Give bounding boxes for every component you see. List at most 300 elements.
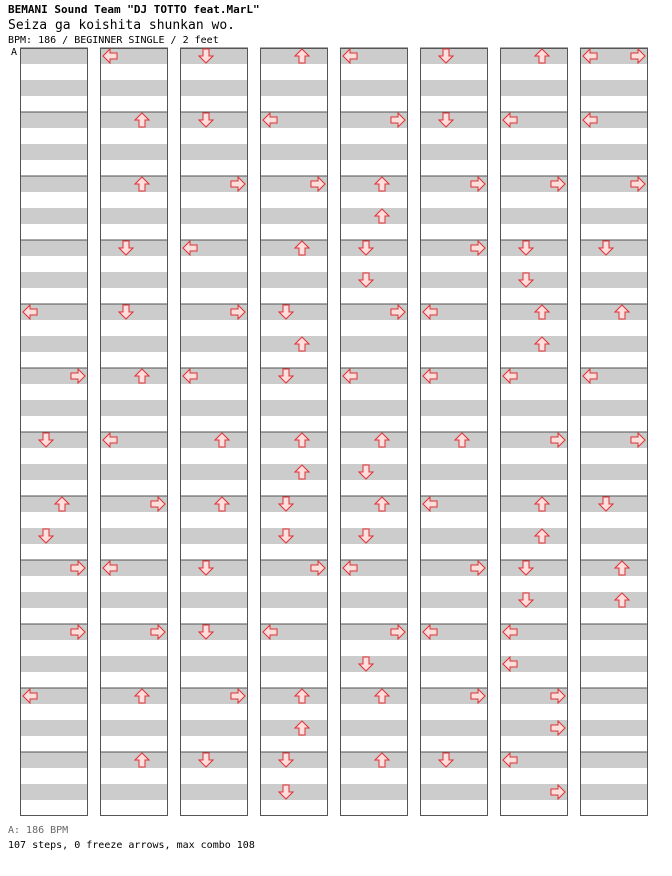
up-arrow-icon bbox=[135, 689, 149, 703]
down-arrow-icon bbox=[279, 369, 293, 383]
beat-stripe bbox=[180, 688, 248, 704]
beat-stripe bbox=[420, 624, 488, 640]
beat-stripe bbox=[420, 336, 488, 352]
left-arrow-icon bbox=[23, 689, 37, 703]
beat-stripe bbox=[180, 720, 248, 736]
up-arrow-icon bbox=[295, 433, 309, 447]
up-arrow-icon bbox=[375, 497, 389, 511]
beat-stripe bbox=[180, 784, 248, 800]
beat-stripe bbox=[580, 176, 648, 192]
down-arrow-icon bbox=[279, 305, 293, 319]
left-arrow-icon bbox=[423, 369, 437, 383]
beat-stripe bbox=[260, 624, 328, 640]
up-arrow-icon bbox=[535, 497, 549, 511]
bpm-marker: A bbox=[11, 47, 18, 58]
beat-stripe bbox=[420, 144, 488, 160]
beat-stripe bbox=[420, 400, 488, 416]
beat-stripe bbox=[580, 272, 648, 288]
beat-stripe bbox=[20, 400, 88, 416]
beat-stripe bbox=[420, 656, 488, 672]
beat-stripe bbox=[180, 336, 248, 352]
right-arrow-icon bbox=[551, 433, 565, 447]
beat-stripe bbox=[340, 80, 408, 96]
down-arrow-icon bbox=[279, 497, 293, 511]
down-arrow-icon bbox=[279, 753, 293, 767]
beat-stripe bbox=[420, 784, 488, 800]
right-arrow-icon bbox=[231, 177, 245, 191]
up-arrow-icon bbox=[615, 561, 629, 575]
left-arrow-icon bbox=[343, 369, 357, 383]
beat-stripe bbox=[580, 720, 648, 736]
right-arrow-icon bbox=[471, 177, 485, 191]
down-arrow-icon bbox=[359, 529, 373, 543]
beat-stripe bbox=[260, 80, 328, 96]
beat-stripe bbox=[180, 464, 248, 480]
down-arrow-icon bbox=[199, 561, 213, 575]
beat-stripe bbox=[260, 560, 328, 576]
beat-stripe bbox=[100, 688, 168, 704]
beat-stripe bbox=[100, 560, 168, 576]
down-arrow-icon bbox=[599, 497, 613, 511]
up-arrow-icon bbox=[535, 337, 549, 351]
beat-stripe bbox=[340, 720, 408, 736]
beat-stripe bbox=[340, 176, 408, 192]
left-arrow-icon bbox=[583, 113, 597, 127]
column-border bbox=[421, 49, 488, 816]
beat-stripe bbox=[500, 656, 568, 672]
down-arrow-icon bbox=[39, 433, 53, 447]
column-border bbox=[101, 49, 168, 816]
chart-column bbox=[260, 48, 328, 816]
beat-stripe bbox=[100, 496, 168, 512]
left-arrow-icon bbox=[23, 305, 37, 319]
up-arrow-icon bbox=[615, 593, 629, 607]
left-arrow-icon bbox=[103, 433, 117, 447]
down-arrow-icon bbox=[119, 305, 133, 319]
beat-stripe bbox=[580, 784, 648, 800]
beat-stripe bbox=[580, 496, 648, 512]
beat-stripe bbox=[580, 464, 648, 480]
up-arrow-icon bbox=[615, 305, 629, 319]
beat-stripe bbox=[180, 208, 248, 224]
beat-stripe bbox=[420, 592, 488, 608]
beat-stripe bbox=[100, 240, 168, 256]
bpm-change-line bbox=[20, 48, 88, 49]
beat-stripe bbox=[100, 784, 168, 800]
beat-stripe bbox=[420, 80, 488, 96]
beat-stripe bbox=[260, 400, 328, 416]
beat-stripe bbox=[420, 368, 488, 384]
beat-stripe bbox=[180, 48, 248, 64]
beat-stripe bbox=[580, 432, 648, 448]
beat-stripe bbox=[180, 144, 248, 160]
beat-stripe bbox=[20, 656, 88, 672]
beat-stripe bbox=[340, 304, 408, 320]
right-arrow-icon bbox=[551, 721, 565, 735]
beat-stripe bbox=[260, 656, 328, 672]
up-arrow-icon bbox=[375, 689, 389, 703]
beat-stripe bbox=[500, 144, 568, 160]
down-arrow-icon bbox=[599, 241, 613, 255]
right-arrow-icon bbox=[551, 689, 565, 703]
beat-stripe bbox=[260, 304, 328, 320]
beat-stripe bbox=[420, 560, 488, 576]
beat-stripe bbox=[20, 464, 88, 480]
up-arrow-icon bbox=[135, 113, 149, 127]
beat-stripe bbox=[20, 624, 88, 640]
down-arrow-icon bbox=[439, 753, 453, 767]
up-arrow-icon bbox=[535, 49, 549, 63]
beat-stripe bbox=[420, 432, 488, 448]
beat-stripe bbox=[420, 112, 488, 128]
beat-stripe bbox=[500, 48, 568, 64]
right-arrow-icon bbox=[391, 305, 405, 319]
beat-stripe bbox=[260, 336, 328, 352]
beat-stripe bbox=[180, 80, 248, 96]
up-arrow-icon bbox=[375, 177, 389, 191]
right-arrow-icon bbox=[151, 497, 165, 511]
up-arrow-icon bbox=[215, 433, 229, 447]
beat-stripe bbox=[100, 304, 168, 320]
beat-stripe bbox=[500, 432, 568, 448]
beat-stripe bbox=[260, 464, 328, 480]
beat-stripe bbox=[20, 48, 88, 64]
up-arrow-icon bbox=[135, 369, 149, 383]
beat-stripe bbox=[580, 368, 648, 384]
beat-stripe bbox=[500, 464, 568, 480]
up-arrow-icon bbox=[295, 49, 309, 63]
beat-stripe bbox=[340, 336, 408, 352]
left-arrow-icon bbox=[503, 657, 517, 671]
beat-stripe bbox=[500, 112, 568, 128]
beat-stripe bbox=[500, 528, 568, 544]
beat-stripe bbox=[20, 720, 88, 736]
up-arrow-icon bbox=[375, 209, 389, 223]
beat-stripe bbox=[580, 48, 648, 64]
beat-stripe bbox=[340, 240, 408, 256]
beat-stripe bbox=[500, 272, 568, 288]
beat-stripe bbox=[180, 240, 248, 256]
down-arrow-icon bbox=[119, 241, 133, 255]
down-arrow-icon bbox=[439, 49, 453, 63]
left-arrow-icon bbox=[263, 625, 277, 639]
beat-stripe bbox=[340, 496, 408, 512]
beat-stripe bbox=[180, 624, 248, 640]
right-arrow-icon bbox=[311, 177, 325, 191]
beat-stripe bbox=[180, 528, 248, 544]
beat-stripe bbox=[260, 240, 328, 256]
right-arrow-icon bbox=[631, 49, 645, 63]
beat-stripe bbox=[20, 112, 88, 128]
up-arrow-icon bbox=[215, 497, 229, 511]
beat-stripe bbox=[420, 272, 488, 288]
beat-stripe bbox=[500, 560, 568, 576]
beat-stripe bbox=[20, 240, 88, 256]
beat-stripe bbox=[180, 368, 248, 384]
beat-stripe bbox=[420, 176, 488, 192]
left-arrow-icon bbox=[183, 369, 197, 383]
beat-stripe bbox=[340, 400, 408, 416]
left-arrow-icon bbox=[263, 113, 277, 127]
song-artist: BEMANI Sound Team "DJ TOTTO feat.MarL" bbox=[8, 3, 260, 16]
beat-stripe bbox=[260, 528, 328, 544]
beat-stripe bbox=[100, 400, 168, 416]
beat-stripe bbox=[500, 624, 568, 640]
beat-stripe bbox=[100, 528, 168, 544]
beat-stripe bbox=[180, 656, 248, 672]
beat-stripe bbox=[580, 112, 648, 128]
down-arrow-icon bbox=[519, 241, 533, 255]
left-arrow-icon bbox=[503, 113, 517, 127]
down-arrow-icon bbox=[199, 625, 213, 639]
right-arrow-icon bbox=[311, 561, 325, 575]
beat-stripe bbox=[260, 720, 328, 736]
left-arrow-icon bbox=[503, 753, 517, 767]
beat-stripe bbox=[180, 560, 248, 576]
beat-stripe bbox=[260, 368, 328, 384]
beat-stripe bbox=[20, 688, 88, 704]
beat-stripe bbox=[100, 752, 168, 768]
column-border bbox=[501, 49, 568, 816]
beat-stripe bbox=[100, 272, 168, 288]
right-arrow-icon bbox=[631, 433, 645, 447]
beat-stripe bbox=[500, 336, 568, 352]
down-arrow-icon bbox=[439, 113, 453, 127]
beat-stripe bbox=[180, 304, 248, 320]
right-arrow-icon bbox=[71, 369, 85, 383]
beat-stripe bbox=[580, 304, 648, 320]
column-border bbox=[181, 49, 248, 816]
left-arrow-icon bbox=[423, 305, 437, 319]
chart-column bbox=[580, 48, 648, 816]
up-arrow-icon bbox=[295, 465, 309, 479]
left-arrow-icon bbox=[423, 497, 437, 511]
beat-stripe bbox=[100, 208, 168, 224]
beat-stripe bbox=[100, 336, 168, 352]
beat-stripe bbox=[20, 784, 88, 800]
beat-stripe bbox=[340, 656, 408, 672]
beat-stripe bbox=[180, 496, 248, 512]
beat-stripe bbox=[100, 592, 168, 608]
beat-stripe bbox=[580, 208, 648, 224]
beat-stripe bbox=[20, 528, 88, 544]
left-arrow-icon bbox=[343, 49, 357, 63]
beat-stripe bbox=[340, 752, 408, 768]
chart-info: BPM: 186 / BEGINNER SINGLE / 2 feet bbox=[8, 35, 219, 46]
beat-stripe bbox=[500, 304, 568, 320]
beat-stripe bbox=[100, 368, 168, 384]
beat-stripe bbox=[100, 48, 168, 64]
beat-stripe bbox=[100, 432, 168, 448]
up-arrow-icon bbox=[375, 433, 389, 447]
beat-stripe bbox=[340, 208, 408, 224]
bpm-legend: A: 186 BPM bbox=[8, 825, 69, 836]
beat-stripe bbox=[180, 432, 248, 448]
beat-stripe bbox=[500, 720, 568, 736]
right-arrow-icon bbox=[71, 625, 85, 639]
right-arrow-icon bbox=[631, 177, 645, 191]
left-arrow-icon bbox=[583, 369, 597, 383]
right-arrow-icon bbox=[71, 561, 85, 575]
chart-column bbox=[100, 48, 168, 816]
beat-stripe bbox=[340, 528, 408, 544]
beat-stripe bbox=[260, 496, 328, 512]
beat-stripe bbox=[340, 368, 408, 384]
beat-stripe bbox=[340, 48, 408, 64]
right-arrow-icon bbox=[391, 625, 405, 639]
chart-column bbox=[340, 48, 408, 816]
up-arrow-icon bbox=[375, 753, 389, 767]
beat-stripe bbox=[500, 688, 568, 704]
beat-stripe bbox=[500, 752, 568, 768]
left-arrow-icon bbox=[183, 241, 197, 255]
down-arrow-icon bbox=[519, 593, 533, 607]
beat-stripe bbox=[260, 592, 328, 608]
left-arrow-icon bbox=[103, 561, 117, 575]
beat-stripe bbox=[180, 272, 248, 288]
beat-stripe bbox=[500, 784, 568, 800]
beat-stripe bbox=[20, 496, 88, 512]
beat-stripe bbox=[500, 400, 568, 416]
beat-stripe bbox=[180, 112, 248, 128]
beat-stripe bbox=[420, 48, 488, 64]
down-arrow-icon bbox=[359, 657, 373, 671]
beat-stripe bbox=[340, 592, 408, 608]
beat-stripe bbox=[20, 304, 88, 320]
beat-stripe bbox=[260, 176, 328, 192]
beat-stripe bbox=[580, 752, 648, 768]
up-arrow-icon bbox=[55, 497, 69, 511]
beat-stripe bbox=[260, 112, 328, 128]
up-arrow-icon bbox=[535, 305, 549, 319]
beat-stripe bbox=[420, 208, 488, 224]
left-arrow-icon bbox=[423, 625, 437, 639]
beat-stripe bbox=[500, 496, 568, 512]
beat-stripe bbox=[100, 112, 168, 128]
beat-stripe bbox=[580, 144, 648, 160]
beat-stripe bbox=[100, 720, 168, 736]
right-arrow-icon bbox=[471, 241, 485, 255]
chart-stats: 107 steps, 0 freeze arrows, max combo 108 bbox=[8, 840, 255, 851]
chart-column bbox=[500, 48, 568, 816]
beat-stripe bbox=[340, 144, 408, 160]
chart-column bbox=[180, 48, 248, 816]
column-border bbox=[21, 49, 88, 816]
beat-stripe bbox=[100, 464, 168, 480]
beat-stripe bbox=[580, 656, 648, 672]
beat-stripe bbox=[420, 720, 488, 736]
beat-stripe bbox=[340, 432, 408, 448]
beat-stripe bbox=[340, 464, 408, 480]
beat-stripe bbox=[260, 784, 328, 800]
beat-stripe bbox=[420, 464, 488, 480]
beat-stripe bbox=[20, 272, 88, 288]
right-arrow-icon bbox=[151, 625, 165, 639]
beat-stripe bbox=[580, 240, 648, 256]
song-title: Seiza ga koishita shunkan wo. bbox=[8, 18, 235, 33]
beat-stripe bbox=[260, 48, 328, 64]
beat-stripe bbox=[420, 304, 488, 320]
beat-stripe bbox=[420, 496, 488, 512]
beat-stripe bbox=[180, 176, 248, 192]
beat-stripe bbox=[100, 144, 168, 160]
beat-stripe bbox=[20, 368, 88, 384]
beat-stripe bbox=[260, 144, 328, 160]
chart-column bbox=[20, 48, 88, 816]
down-arrow-icon bbox=[519, 561, 533, 575]
beat-stripe bbox=[20, 176, 88, 192]
beat-stripe bbox=[260, 208, 328, 224]
left-arrow-icon bbox=[503, 369, 517, 383]
up-arrow-icon bbox=[295, 241, 309, 255]
down-arrow-icon bbox=[519, 273, 533, 287]
up-arrow-icon bbox=[295, 337, 309, 351]
right-arrow-icon bbox=[231, 689, 245, 703]
beat-stripe bbox=[20, 144, 88, 160]
down-arrow-icon bbox=[39, 529, 53, 543]
beat-stripe bbox=[100, 656, 168, 672]
up-arrow-icon bbox=[455, 433, 469, 447]
beat-stripe bbox=[340, 688, 408, 704]
up-arrow-icon bbox=[535, 529, 549, 543]
right-arrow-icon bbox=[391, 113, 405, 127]
left-arrow-icon bbox=[103, 49, 117, 63]
beat-stripe bbox=[580, 528, 648, 544]
beat-stripe bbox=[340, 560, 408, 576]
beat-stripe bbox=[420, 688, 488, 704]
beat-stripe bbox=[20, 752, 88, 768]
beat-stripe bbox=[500, 176, 568, 192]
chart-column bbox=[420, 48, 488, 816]
beat-stripe bbox=[420, 528, 488, 544]
beat-stripe bbox=[500, 368, 568, 384]
beat-stripe bbox=[260, 272, 328, 288]
beat-stripe bbox=[180, 400, 248, 416]
column-border bbox=[581, 49, 648, 816]
down-arrow-icon bbox=[359, 465, 373, 479]
beat-stripe bbox=[580, 336, 648, 352]
up-arrow-icon bbox=[295, 721, 309, 735]
beat-stripe bbox=[420, 752, 488, 768]
beat-stripe bbox=[340, 112, 408, 128]
down-arrow-icon bbox=[199, 113, 213, 127]
beat-stripe bbox=[100, 176, 168, 192]
beat-stripe bbox=[580, 592, 648, 608]
down-arrow-icon bbox=[359, 241, 373, 255]
beat-stripe bbox=[500, 240, 568, 256]
left-arrow-icon bbox=[343, 561, 357, 575]
beat-stripe bbox=[260, 752, 328, 768]
up-arrow-icon bbox=[135, 753, 149, 767]
down-arrow-icon bbox=[279, 529, 293, 543]
beat-stripe bbox=[20, 80, 88, 96]
beat-stripe bbox=[580, 400, 648, 416]
beat-stripe bbox=[20, 560, 88, 576]
beat-stripe bbox=[500, 592, 568, 608]
beat-stripe bbox=[180, 752, 248, 768]
beat-stripe bbox=[500, 208, 568, 224]
beat-stripe bbox=[340, 624, 408, 640]
left-arrow-icon bbox=[583, 49, 597, 63]
down-arrow-icon bbox=[199, 49, 213, 63]
beat-stripe bbox=[100, 80, 168, 96]
beat-stripe bbox=[340, 272, 408, 288]
column-border bbox=[341, 49, 408, 816]
beat-stripe bbox=[500, 80, 568, 96]
down-arrow-icon bbox=[359, 273, 373, 287]
beat-stripe bbox=[180, 592, 248, 608]
beat-stripe bbox=[20, 336, 88, 352]
